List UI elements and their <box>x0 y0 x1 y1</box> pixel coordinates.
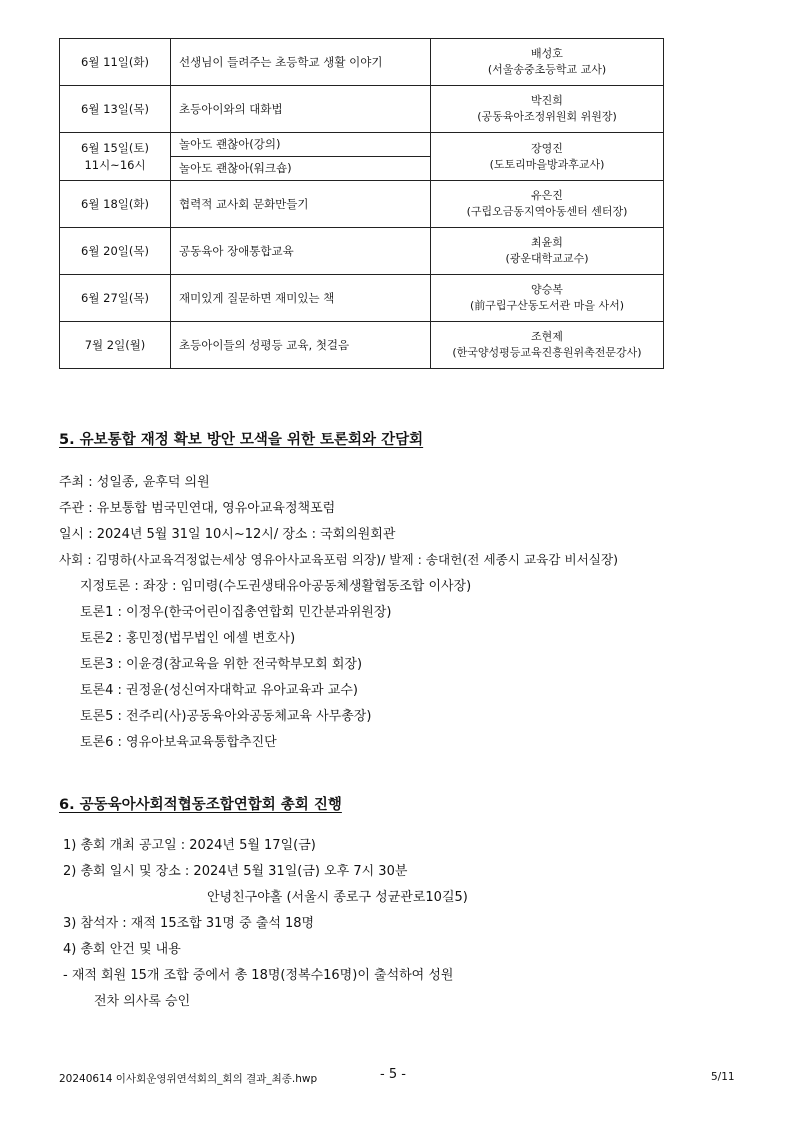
speaker-cell <box>431 275 664 322</box>
notice-date-line: 1) 총회 개최 공고일 : 2024년 5월 17일(금) <box>63 838 316 853</box>
moderator-presenter-line: 사회 : 김명하(사교육걱정없는세상 영유아사교육포럼 의장)/ 발제 : 송대헌(전 세종시 교육감 비서실장) <box>59 552 619 567</box>
discussant-4-line: 토론4 : 권정윤(성신여자대학교 유아교육과 교수) <box>80 683 358 698</box>
date-cell: 6월 27일(목) <box>60 275 171 322</box>
speaker-cell <box>431 39 664 86</box>
speaker-name: 최윤희 <box>531 236 563 250</box>
date-cell: 6월 11일(화) <box>60 39 171 86</box>
speaker-cell <box>431 86 664 133</box>
topic-cell: 공동육아 장애통합교육 <box>171 228 431 275</box>
topic-cell: 초등아이들의 성평등 교육, 첫걸음 <box>171 322 431 369</box>
speaker-name: 배성호 <box>531 47 563 61</box>
date-cell: 6월 20일(목) <box>60 228 171 275</box>
table-row <box>60 133 664 157</box>
meeting-datetime-line: 2) 총회 일시 및 장소 : 2024년 5월 31일(금) 오후 7시 30분 <box>63 864 408 879</box>
footer-filename: 20240614 이사회운영위연석회의_회의 결과_최종.hwp <box>59 1073 318 1085</box>
speaker-cell <box>431 322 664 369</box>
organizer-line: 주관 : 유보통합 범국민연대, 영유아교육정책포럼 <box>59 501 336 516</box>
table-row <box>60 322 664 369</box>
lecture-schedule-table <box>59 38 664 369</box>
speaker-name: 장영진 <box>531 141 563 155</box>
speaker-name: 양승복 <box>531 283 563 297</box>
topic-cell: 선생님이 들려주는 초등학교 생활 이야기 <box>171 39 431 86</box>
table-row <box>60 39 664 86</box>
discussant-1-line: 토론1 : 이정우(한국어린이집총연합회 민간분과위원장) <box>80 605 392 620</box>
topic-cell: 놀아도 괜찮아(강의) <box>171 133 431 157</box>
table-row <box>60 228 664 275</box>
date-cell: 6월 18일(화) <box>60 181 171 228</box>
speaker-affiliation: (광운대학교교수) <box>505 252 589 265</box>
designated-discussion-line: 지정토론 : 좌장 : 임미령(수도권생태유아공동체생활협동조합 이사장) <box>80 579 472 594</box>
discussant-2-line: 토론2 : 홍민정(법무법인 에셀 변호사) <box>80 631 296 646</box>
minutes-approval-line: 전차 의사록 승인 <box>94 994 191 1009</box>
host-line: 주최 : 성일종, 윤후덕 의원 <box>59 475 210 490</box>
speaker-affiliation: (공동육아조정위원회 위원장) <box>477 110 617 123</box>
topic-cell: 협력적 교사회 문화만들기 <box>171 181 431 228</box>
date-line: 6월 15일(토) <box>81 140 149 155</box>
speaker-cell <box>431 133 664 181</box>
meeting-venue-line: 안녕친구야홀 (서울시 종로구 성균관로10길5) <box>207 890 468 905</box>
discussant-6-line: 토론6 : 영유아보육교육통합추진단 <box>80 735 277 750</box>
speaker-affiliation: (한국양성평등교육진흥원위촉전문강사) <box>452 346 642 359</box>
datetime-venue-line: 일시 : 2024년 5월 31일 10시~12시/ 장소 : 국회의원회관 <box>59 527 396 542</box>
table-row <box>60 86 664 133</box>
attendees-line: 3) 참석자 : 재적 15조합 31명 중 출석 18명 <box>63 916 315 931</box>
date-cell: 6월 13일(목) <box>60 86 171 133</box>
date-cell: 7월 2일(월) <box>60 322 171 369</box>
table-row <box>60 275 664 322</box>
speaker-name: 유은진 <box>531 189 563 203</box>
speaker-affiliation: (도토리마을방과후교사) <box>489 157 605 171</box>
speaker-cell <box>431 181 664 228</box>
discussant-3-line: 토론3 : 이윤경(참교육을 위한 전국학부모회 회장) <box>80 657 363 672</box>
speaker-affiliation: (前구립구산동도서관 마을 사서) <box>469 299 625 312</box>
speaker-name: 박진희 <box>531 94 563 108</box>
speaker-affiliation: (구립오금동지역아동센터 센터장) <box>466 205 628 218</box>
discussant-5-line: 토론5 : 전주리(사)공동육아와공동체교육 사무총장) <box>80 709 372 724</box>
speaker-name: 조현제 <box>531 330 563 344</box>
speaker-cell <box>431 228 664 275</box>
topic-cell: 재미있게 질문하면 재미있는 책 <box>171 275 431 322</box>
section-5-heading: 5. 유보통합 재정 확보 방안 모색을 위한 토론회와 간담회 <box>59 432 424 448</box>
topic-cell: 놀아도 괜찮아(워크숍) <box>171 157 431 181</box>
quorum-line: - 재적 회원 15개 조합 중에서 총 18명(정복수16명)이 출석하여 성원 <box>63 968 454 983</box>
agenda-line: 4) 총회 안건 및 내용 <box>63 942 181 957</box>
date-cell <box>60 133 171 181</box>
section-6-heading: 6. 공동육아사회적협동조합연합회 총회 진행 <box>59 797 342 813</box>
topic-cell: 초등아이와의 대화법 <box>171 86 431 133</box>
speaker-affiliation: (서울송중초등학교 교사) <box>487 63 607 76</box>
footer-page-number: - 5 - <box>380 1067 406 1082</box>
time-line: 11시~16시 <box>84 157 146 172</box>
table-row <box>60 181 664 228</box>
footer-page-count: 5/11 <box>711 1071 735 1083</box>
